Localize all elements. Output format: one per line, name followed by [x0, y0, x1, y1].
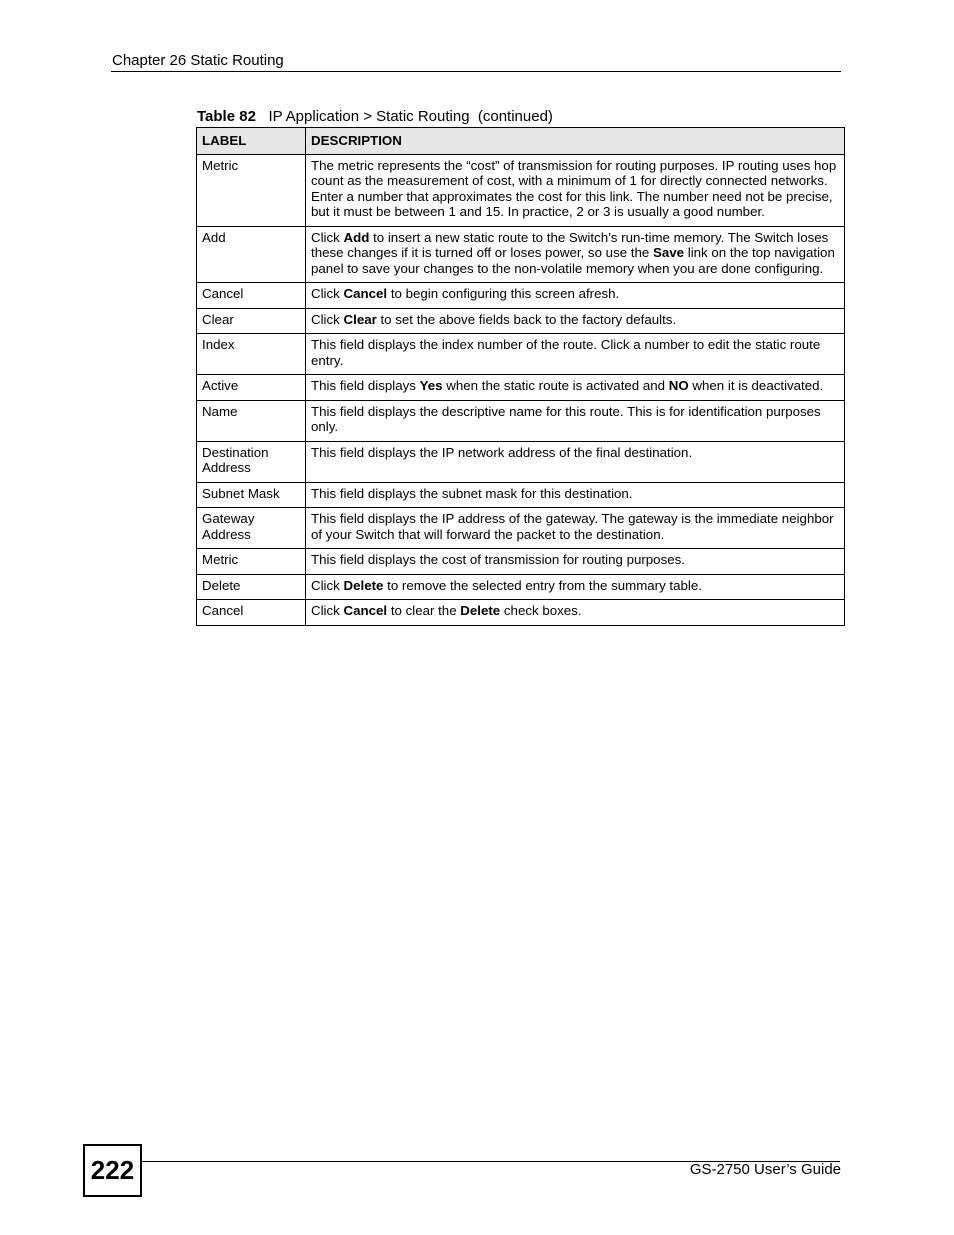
description-text: Click [311, 577, 344, 593]
table-row [197, 482, 845, 508]
table-row [197, 574, 845, 600]
row-label: Metric [197, 549, 306, 575]
description-text: Click [311, 286, 344, 301]
description-bold-term: Yes [419, 378, 443, 393]
row-description [306, 334, 845, 375]
table-row [197, 441, 845, 482]
row-description [306, 549, 845, 575]
row-label: Gateway Address [197, 508, 306, 549]
row-description [306, 600, 845, 626]
description-bold-term: Delete [460, 603, 501, 618]
table-caption-text: IP Application > Static Routing (continued) [268, 108, 553, 125]
description-text: This field displays the subnet mask for this destination. [311, 485, 633, 501]
description-text: This field displays the index number of the route. Click a number to edit the static route entry. [311, 337, 821, 368]
row-description [306, 226, 845, 283]
table-row [197, 549, 845, 575]
table-row [197, 400, 845, 441]
table-body [197, 154, 845, 625]
column-header-description: DESCRIPTION [306, 128, 845, 155]
description-text: Click [311, 229, 344, 245]
description-text: to insert a new static route to the Switch’s run-time memory. The Switch loses these changes if it is turned off or loses power, so use the [311, 229, 829, 260]
row-label: Subnet Mask [197, 482, 306, 508]
table-row [197, 334, 845, 375]
table-header-row [197, 128, 845, 155]
row-description [306, 375, 845, 401]
row-description [306, 441, 845, 482]
table-row [197, 508, 845, 549]
description-text: The metric represents the “cost” of transmission for routing purposes. IP routing uses hop count as the measurement of cost, with a minimum of 1 for directly connected networks. Enter a number that approximates the cost for this link. The number need not be precise, but it must be between 1 and 15. In practice, 2 or 3 is usually a good number. [311, 157, 837, 219]
description-bold-term: Cancel [343, 286, 388, 301]
table-row [197, 308, 845, 334]
description-text: when it is deactivated. [688, 378, 824, 393]
description-text: This field displays the cost of transmission for routing purposes. [311, 552, 685, 567]
row-label: Active [197, 375, 306, 401]
description-text: This field displays the IP network address of the final destination. [311, 444, 693, 460]
description-bold-term: Save [652, 245, 685, 260]
row-description [306, 154, 845, 226]
row-label: Cancel [197, 600, 306, 626]
description-text: to set the above fields back to the factory defaults. [376, 311, 677, 327]
description-text: to remove the selected entry from the summary table. [383, 577, 702, 593]
description-text: This field displays the IP address of the gateway. The gateway is the immediate neighbor of your Switch that will forward the packet to the destination. [311, 511, 834, 542]
row-description [306, 482, 845, 508]
chapter-header: Chapter 26 Static Routing [112, 52, 284, 69]
table-row [197, 154, 845, 226]
description-bold-term: Clear [343, 311, 377, 327]
row-description [306, 508, 845, 549]
description-text: to begin configuring this screen afresh. [387, 286, 620, 301]
description-bold-term: Cancel [343, 603, 388, 618]
description-text: This field displays the descriptive name for this route. This is for identification purposes only. [311, 403, 821, 434]
static-routing-table [196, 127, 845, 626]
row-label: Index [197, 334, 306, 375]
description-text: to clear the [387, 603, 461, 618]
description-text: when the static route is activated and [442, 378, 669, 393]
description-bold-term: Delete [343, 577, 384, 593]
table-caption [197, 108, 553, 126]
row-description [306, 283, 845, 309]
page-number: 222 [90, 1155, 135, 1185]
table-row [197, 375, 845, 401]
row-description [306, 400, 845, 441]
row-description [306, 574, 845, 600]
description-text: check boxes. [500, 603, 582, 618]
guide-name: GS-2750 User’s Guide [689, 1161, 841, 1178]
description-bold-term: NO [668, 378, 689, 393]
row-label: Add [197, 226, 306, 283]
table-row [197, 226, 845, 283]
row-label: Name [197, 400, 306, 441]
header-divider [111, 71, 841, 72]
row-label: Clear [197, 308, 306, 334]
column-header-label: LABEL [197, 128, 306, 155]
description-bold-term: Add [343, 229, 370, 245]
description-text: Click [311, 603, 344, 618]
page-number-box [83, 1144, 142, 1197]
description-text: Click [311, 311, 344, 327]
row-label: Delete [197, 574, 306, 600]
description-text: This field displays [311, 378, 420, 393]
table-row [197, 600, 845, 626]
table-row [197, 283, 845, 309]
row-label: Destination Address [197, 441, 306, 482]
row-label: Metric [197, 154, 306, 226]
table-caption-label: Table 82 [197, 108, 256, 125]
row-label: Cancel [197, 283, 306, 309]
description-text: link on the top navigation panel to save your changes to the non-volatile memory when you are done configuring. [311, 245, 835, 276]
row-description [306, 308, 845, 334]
